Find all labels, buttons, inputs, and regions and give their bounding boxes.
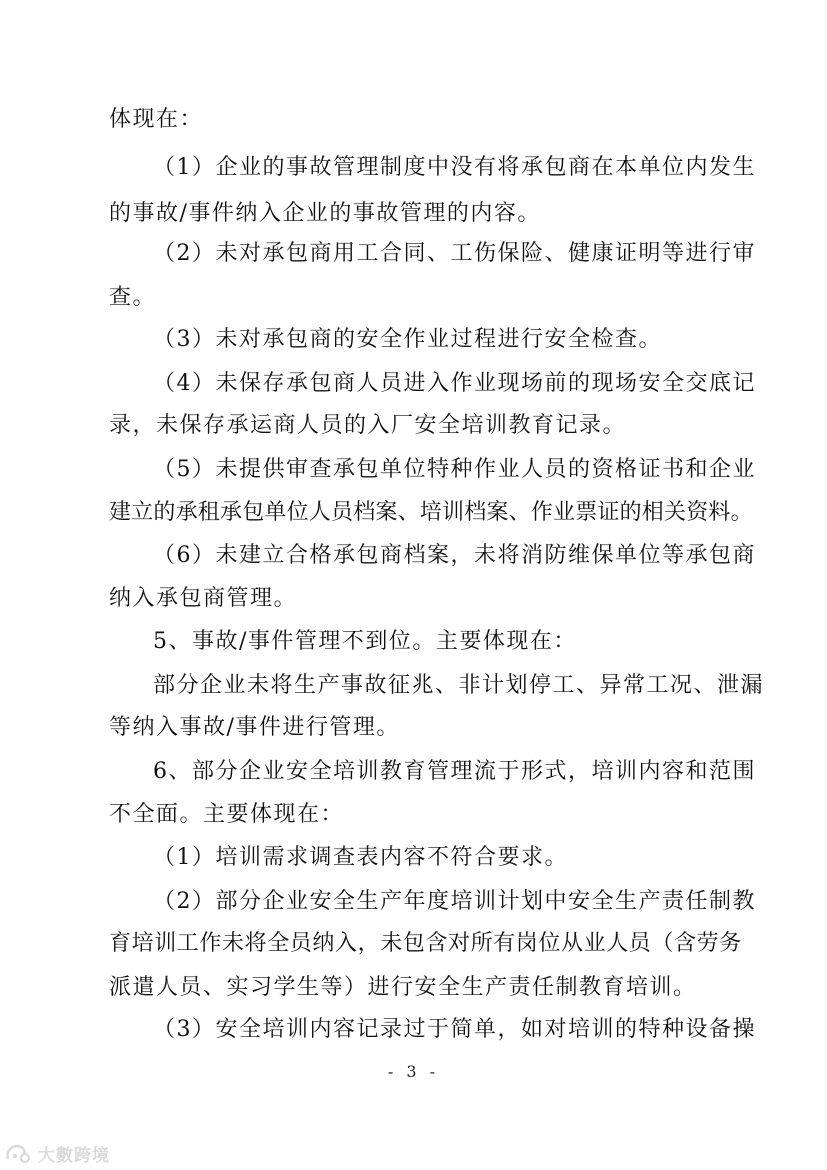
watermark-text: 大數跨境 [38,1145,110,1166]
text-line: （3）未对承包商的安全作业过程进行安全检查。 [153,327,662,352]
text-line: 6、部分企业安全培训教育管理流于形式，培训内容和范围 [153,759,756,784]
text-line: （1）企业的事故管理制度中没有将承包商在本单位内发生 [153,155,756,180]
text-line: （2）部分企业安全生产年度培训计划中安全生产责任制教 [153,889,756,914]
text-line: （3）安全培训内容记录过于简单，如对培训的特种设备操 [153,1017,756,1042]
watermark-logo-icon [4,1142,34,1164]
page-number: - 3 - [387,1062,440,1081]
text-line: 的事故/事件纳入企业的事故管理的内容。 [109,201,541,226]
text-line: 5、事故/事件管理不到位。主要体现在： [153,629,577,654]
text-line: （2）未对承包商用工合同、工伤保险、健康证明等进行审 [153,241,756,266]
text-line: 育培训工作未将全员纳入，未包含对所有岗位从业人员（含劳务 [109,931,742,956]
text-line: 建立的承租承包单位人员档案、培训档案、作业票证的相关资料。 [109,500,753,525]
text-line: （6）未建立合格承包商档案，未将消防维保单位等承包商 [153,543,756,568]
text-line: 派遣人员、实习学生等）进行安全生产责任制教育培训。 [109,975,697,1000]
text-line: （4）未保存承包商人员进入作业现场前的现场安全交底记 [153,371,756,396]
text-line: 等纳入事故/事件进行管理。 [109,715,400,740]
text-line: 查。 [109,285,157,310]
watermark [4,1140,110,1166]
text-line: （5）未提供审查承包单位特种作业人员的资格证书和企业 [153,457,756,482]
text-line: 部分企业未将生产事故征兆、非计划停工、异常工况、泄漏 [153,673,765,698]
text-line: （1）培训需求调查表内容不符合要求。 [153,845,568,870]
text-line: 不全面。主要体现在： [109,802,345,827]
text-line: 体现在： [109,107,204,132]
text-line: 纳入承包商管理。 [109,586,298,611]
text-line: 录，未保存承运商人员的入厂安全培训教育记录。 [109,413,627,438]
